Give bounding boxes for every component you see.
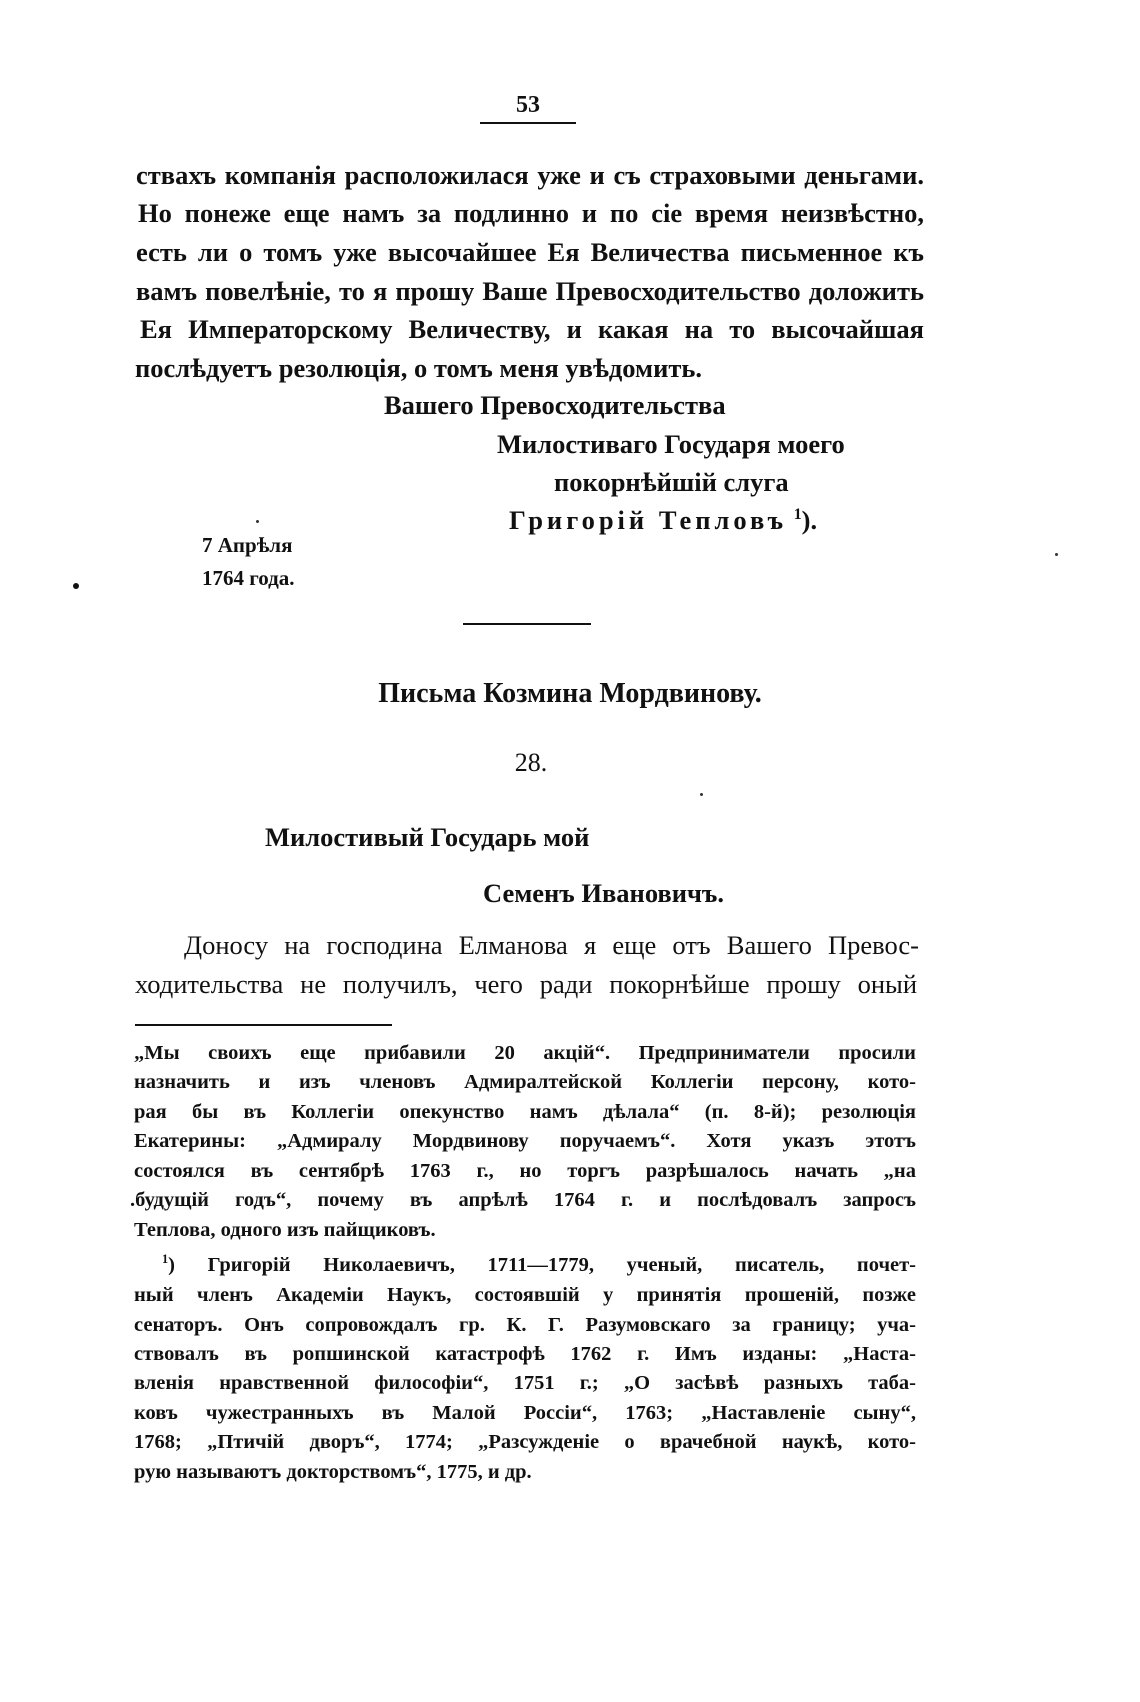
- footnote-line: назначить и изъ членовъ Адмиралтейской Коллегіи персону, кото-: [134, 1071, 916, 1093]
- footnote-line: рая бы въ Коллегіи опекунство намъ дѣлала“ (п. 8-й); резолюція: [134, 1101, 916, 1123]
- section-divider: [463, 623, 591, 625]
- footnote-line: ный членъ Академіи Наукъ, состоявшій у принятія прошеній, позже: [134, 1284, 916, 1306]
- letter-line: Ея Императорскому Величеству, и какая на то высочайшая: [140, 314, 924, 344]
- scan-speck: [256, 520, 259, 523]
- body-line: ходительства не получилъ, чего ради покорнѣйше прошу оный: [135, 969, 917, 999]
- letter-line: ствахъ компанія расположилася уже и съ страховыми деньгами.: [136, 160, 924, 190]
- footnote-line: рую называютъ докторствомъ“, 1775, и др.: [134, 1461, 532, 1483]
- footnote-ref: 1: [793, 506, 802, 524]
- closing-line: Милостиваго Государя моего: [497, 429, 845, 459]
- footnote-line: состоялся въ сентябрѣ 1763 г., но торгъ разрѣшалось начать „на: [134, 1160, 916, 1182]
- body-line: Доносу на господина Елманова я еще отъ Вашего Превос-: [184, 930, 919, 960]
- signature: [509, 505, 817, 536]
- scan-speck: [700, 793, 703, 796]
- footnote-line: Екатерины: „Адмиралу Мордвинову поручаемъ“. Хотя указъ этотъ: [134, 1130, 916, 1152]
- footnote-line: ствовалъ въ ропшинской катастрофѣ 1762 г. Имъ изданы: „Наста-: [134, 1343, 916, 1365]
- section-heading: Письма Козмина Мордвинову.: [378, 678, 762, 709]
- footnote-note-first: [162, 1254, 916, 1277]
- page-number: 53: [480, 92, 576, 124]
- footnote-line: .будущій годъ“, почему въ апрѣлѣ 1764 г. и послѣдовалъ запросъ: [130, 1189, 916, 1211]
- footnote-text: ) Григорій Николаевичъ, 1711—1779, ученый, писатель, почет-: [168, 1254, 916, 1276]
- footnote-line: сенаторъ. Онъ сопровождалъ гр. К. Г. Разумовскаго за границу; уча-: [134, 1314, 916, 1336]
- salutation-line: Милостивый Государь мой: [265, 822, 590, 852]
- footnote-line: „Мы своихъ еще прибавили 20 акцій“. Предприниматели просили: [134, 1042, 916, 1064]
- signature-name: Григорій Тепловъ: [509, 505, 788, 535]
- closing-line: покорнѣйшій слуга: [554, 467, 789, 497]
- footnote-line: ковъ чужестранныхъ въ Малой Россіи“, 1763; „Наставленіе сыну“,: [134, 1402, 916, 1424]
- footnote-marker: 1: [162, 1252, 169, 1267]
- footnote-line: вленія нравственной философіи“, 1751 г.; „О засѣвѣ разныхъ таба-: [134, 1372, 916, 1394]
- salutation-line: Семенъ Ивановичъ.: [483, 878, 725, 908]
- closing-line: Вашего Превосходительства: [384, 390, 726, 420]
- letter-line: послѣдуетъ резолюція, о томъ меня увѣдомить.: [135, 353, 703, 383]
- letter-line: Но понеже еще намъ за подлинно и по сіе время неизвѣстно,: [138, 198, 924, 228]
- letter-number: 28.: [514, 748, 548, 777]
- letter-line: есть ли о томъ уже высочайшее Ея Величества письменное къ: [136, 237, 924, 267]
- footnote-rule: [135, 1024, 392, 1026]
- letter-line: вамъ повелѣніе, то я прошу Ваше Превосходительство доложить: [136, 276, 924, 306]
- scan-speck: [1055, 553, 1058, 556]
- scan-speck: [73, 583, 79, 589]
- date-line: 7 Апрѣля: [202, 533, 293, 557]
- signature-suffix: ).: [801, 505, 818, 535]
- footnote-line: 1768; „Птичій дворъ“, 1774; „Разсужденіе о врачебной наукѣ, кото-: [134, 1431, 916, 1453]
- date-line: 1764 года.: [202, 566, 295, 590]
- footnote-line: Теплова, одного изъ пайщиковъ.: [134, 1219, 436, 1241]
